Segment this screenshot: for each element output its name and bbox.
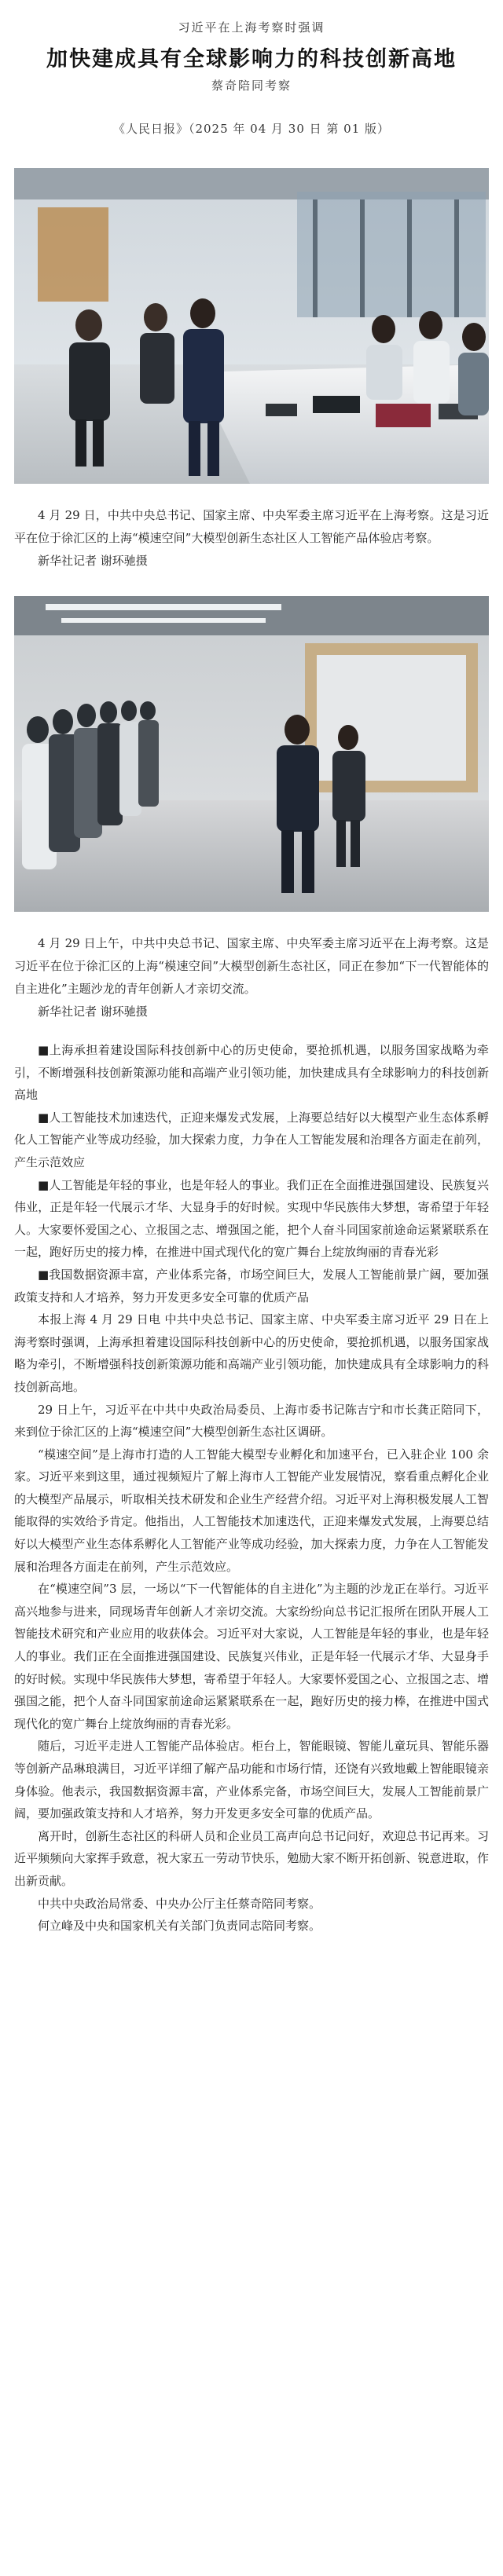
article-paragraph: 离开时，创新生态社区的科研人员和企业员工高声向总书记问好，欢迎总书记再来。习近平频频向大家挥手致意，祝大家五一劳动节快乐，勉励大家不断开拓创新、锐意进取，作出新贡献。 xyxy=(14,1828,489,1888)
article-headline: 加快建成具有全球影响力的科技创新高地 xyxy=(46,47,457,71)
photo-ai-product-store xyxy=(14,168,489,484)
photo2-credit: 新华社记者 谢环驰摄 xyxy=(38,1004,148,1019)
article-paragraph: 随后，习近平走进人工智能产品体验店。柜台上，智能眼镜、智能儿童玩具、智能乐器等创新产品琳琅满目，习近平详细了解产品功能和市场行情，还饶有兴致地戴上智能眼镜亲身体验。他表示，我国数据资源丰富，产业体系完备，市场空间巨大，发展人工智能前景广阔，要加强政策支持和人才培养，努力开发更多安全可靠的优质产品。 xyxy=(14,1739,489,1821)
photo1-caption: 4 月 29 日，中共中央总书记、国家主席、中央军委主席习近平在上海考察。这是习近平在位于徐汇区的上海“模速空间”大模型创新生态社区人工智能产品体验店考察。 xyxy=(14,508,489,545)
article-subtitle: 蔡奇陪同考察 xyxy=(211,79,292,93)
article-paragraph: 中共中央政治局常委、中央办公厅主任蔡奇陪同考察。 xyxy=(38,1896,321,1911)
article-paragraph: 何立峰及中央和国家机关有关部门负责同志陪同考察。 xyxy=(38,1919,321,1934)
article-paragraph: 本报上海 4 月 29 日电 中共中央总书记、国家主席、中央军委主席习近平 29 日在上海考察时强调，上海承担着建设国际科技创新中心的历史使命，要抢抓机遇，以服务国家战略为牵引，不断增强科技创新策源功能和高端产业引领功能，加快建成具有全球影响力的科技创新高地。 xyxy=(14,1312,489,1394)
summary-point: ■人工智能是年轻的事业，也是年轻人的事业。我们正在全面推进强国建设、民族复兴伟业，正是年轻一代展示才华、大显身手的好时候。实现中华民族伟大梦想，寄希望于年轻人。大家要怀爱国之心、立报国之志、增强国之能，把个人奋斗同国家前途命运紧紧联系在一起，跑好历史的接力棒，在推进中国式现代化的宽广舞台上绽放绚丽的青春光彩 xyxy=(14,1177,489,1260)
article-paragraph: “模速空间”是上海市打造的人工智能大模型专业孵化和加速平台，已入驻企业 100 余家。习近平来到这里，通过视频短片了解上海市人工智能产业发展情况，察看重点孵化企业的大模型产品展示，听取相关技术研发和企业生产经营介绍。习近平对上海积极发展人工智能取得的实效给予肯定。他指出，人工智能技术加速迭代，正迎来爆发式发展，上海要总结好以大模型产业生态体系孵化人工智能产业等成功经验，加大探索力度，力争在人工智能发展和治理各方面走在前列，产生示范效应。 xyxy=(14,1447,489,1574)
summary-point: ■人工智能技术加速迭代，正迎来爆发式发展，上海要总结好以大模型产业生态体系孵化人工智能产业等成功经验，加大探索力度，力争在人工智能发展和治理各方面走在前列，产生示范效应 xyxy=(14,1110,489,1169)
photo-ai-product-store-image xyxy=(14,168,489,484)
photo2-caption: 4 月 29 日上午，中共中央总书记、国家主席、中央军委主席习近平在上海考察。这是习近平在位于徐汇区的上海“模速空间”大模型创新生态社区，同正在参加“下一代智能体的自主进化”主题沙龙的青年创新人才亲切交流。 xyxy=(14,936,489,996)
article-paragraph: 在“模速空间”3 层，一场以“下一代智能体的自主进化”为主题的沙龙正在举行。习近平高兴地参与进来，同现场青年创新人才亲切交流。大家纷纷向总书记汇报所在团队开展人工智能技术研究和产业应用的收获体会。习近平对大家说，人工智能是年轻的事业，也是年轻人的事业。我们正在全面推进强国建设、民族复兴伟业，正是年轻一代展示才华、大显身手的好时候。实现中华民族伟大梦想，寄希望于年轻人。大家要怀爱国之心、立报国之志、增强国之能，把个人奋斗同国家前途命运紧紧联系在一起，跑好历史的接力棒，在推进中国式现代化的宽广舞台上绽放绚丽的青春光彩。 xyxy=(14,1582,489,1731)
summary-point: ■上海承担着建设国际科技创新中心的历史使命，要抢抓机遇，以服务国家战略为牵引，不断增强科技创新策源功能和高端产业引领功能，加快建成具有全球影响力的科技创新高地 xyxy=(14,1043,489,1103)
photo-salon-exchange xyxy=(14,596,489,912)
photo1-credit: 新华社记者 谢环驰摄 xyxy=(38,554,148,568)
article-paragraph: 29 日上午，习近平在中共中央政治局委员、上海市委书记陈吉宁和市长龚正陪同下，来到位于徐汇区的上海“模速空间”大模型创新生态社区调研。 xyxy=(14,1402,489,1440)
publication-source: 《人民日报》（2025 年 04 月 30 日 第 01 版） xyxy=(112,122,391,136)
article-kicker: 习近平在上海考察时强调 xyxy=(178,20,325,35)
article-body xyxy=(14,1039,489,1937)
photo-salon-exchange-image xyxy=(14,596,489,912)
summary-point: ■我国数据资源丰富，产业体系完备，市场空间巨大，发展人工智能前景广阔，要加强政策支持和人才培养，努力开发更多安全可靠的优质产品 xyxy=(14,1267,489,1304)
